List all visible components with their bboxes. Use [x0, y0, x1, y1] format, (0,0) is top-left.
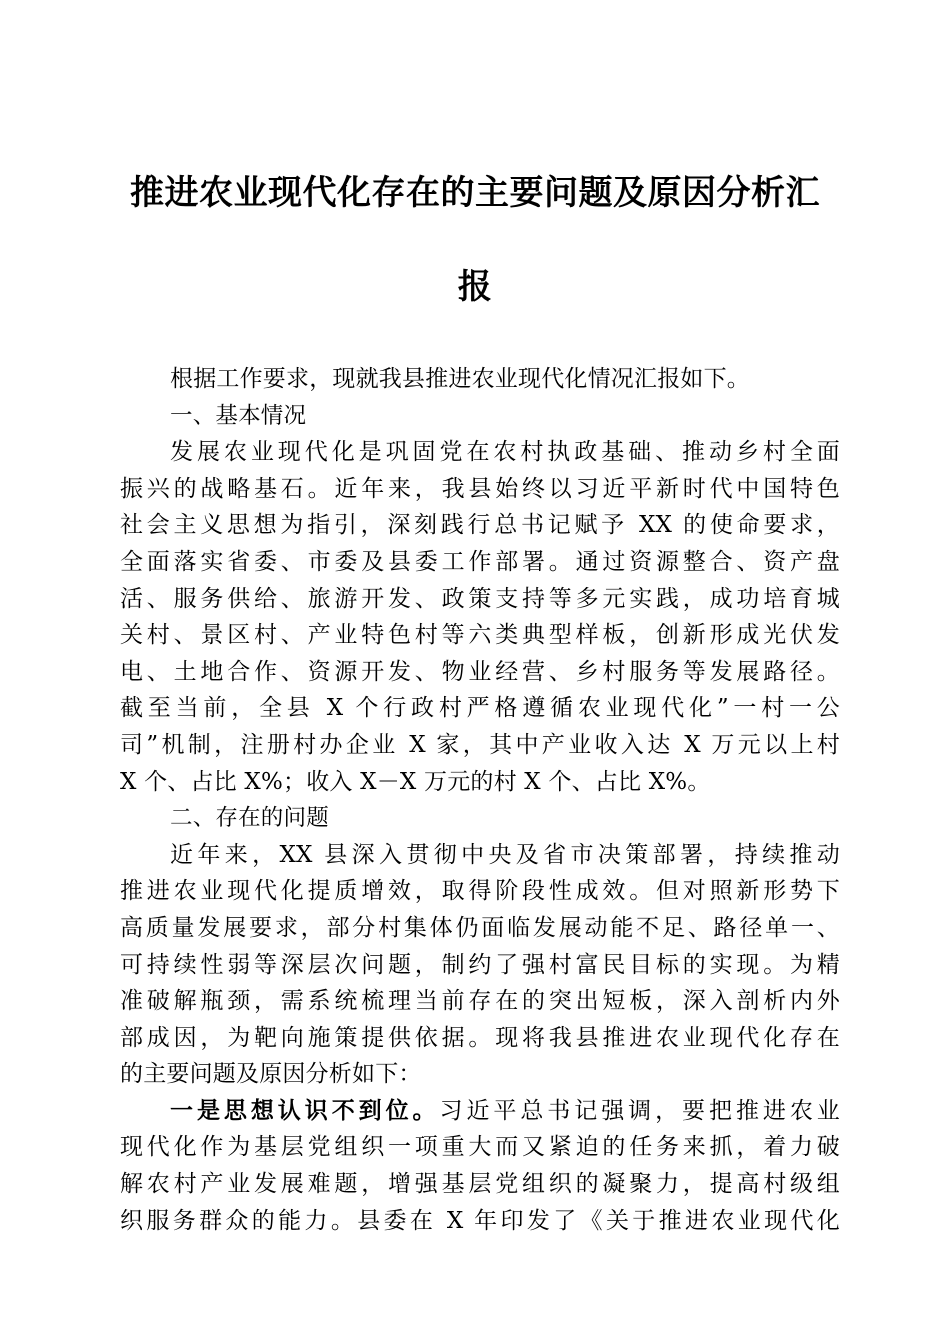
- point-one-first-line-rest: 习近平总书记强调，要把推进农业: [439, 1097, 840, 1124]
- section-heading-existing-problems: 二、存在的问题: [170, 805, 329, 832]
- document-title-line-1: 推进农业现代化存在的主要问题及原因分析汇: [130, 173, 820, 213]
- paragraph-line: 的主要问题及原因分析如下：: [120, 1061, 422, 1088]
- paragraph-line: 织服务群众的能力。县委在 X 年印发了《关于推进农业现代化: [120, 1207, 840, 1234]
- intro-paragraph: 根据工作要求，现就我县推进农业现代化情况汇报如下。: [170, 366, 750, 392]
- paragraph-line: X 个、占比 X%；收入 X－X 万元的村 X 个、占比 X%。: [120, 768, 711, 795]
- document-title-line-2: 报: [457, 267, 493, 307]
- point-one-lead: 一是思想认识不到位。: [170, 1097, 440, 1124]
- paragraph-line: 推进农业现代化提质增效，取得阶段性成效。但对照新形势下: [120, 878, 840, 905]
- paragraph-line: 全面落实省委、市委及县委工作部署。通过资源整合、资产盘: [120, 548, 840, 575]
- section-heading-basic-situation: 一、基本情况: [170, 402, 307, 429]
- paragraph-line: 电、土地合作、资源开发、物业经营、乡村服务等发展路径。: [120, 658, 840, 685]
- paragraph-line: 解农村产业发展难题，增强基层党组织的凝聚力，提高村级组: [120, 1171, 840, 1198]
- paragraph-line: 司”机制，注册村办企业 X 家，其中产业收入达 X 万元以上村: [120, 731, 840, 758]
- paragraph-line: 高质量发展要求，部分村集体仍面临发展动能不足、路径单一、: [120, 914, 840, 941]
- point-one-first-line: [120, 1093, 840, 1130]
- paragraph-line: 部成因，为靶向施策提供依据。现将我县推进农业现代化存在: [120, 1024, 840, 1051]
- paragraph-line: 可持续性弱等深层次问题，制约了强村富民目标的实现。为精: [120, 951, 840, 978]
- paragraph-line: 社会主义思想为指引，深刻践行总书记赋予 XX 的使命要求，: [120, 512, 840, 539]
- paragraph-line: 发展农业现代化是巩固党在农村执政基础、推动乡村全面: [170, 439, 840, 466]
- paragraph-line: 准破解瓶颈，需系统梳理当前存在的突出短板，深入剖析内外: [120, 988, 840, 1015]
- paragraph-line: 近年来，XX 县深入贯彻中央及省市决策部署，持续推动: [170, 841, 840, 868]
- document-body: [120, 361, 840, 1239]
- paragraph-line: 关村、景区村、产业特色村等六类典型样板，创新形成光伏发: [120, 622, 840, 649]
- paragraph-line: 活、服务供给、旅游开发、政策支持等多元实践，成功培育城: [120, 585, 840, 612]
- paragraph-line: 现代化作为基层党组织一项重大而又紧迫的任务来抓，着力破: [120, 1134, 840, 1161]
- paragraph-line: 振兴的战略基石。近年来，我县始终以习近平新时代中国特色: [120, 475, 840, 502]
- paragraph-line: 截至当前，全县 X 个行政村严格遵循农业现代化”一村一公: [120, 695, 840, 722]
